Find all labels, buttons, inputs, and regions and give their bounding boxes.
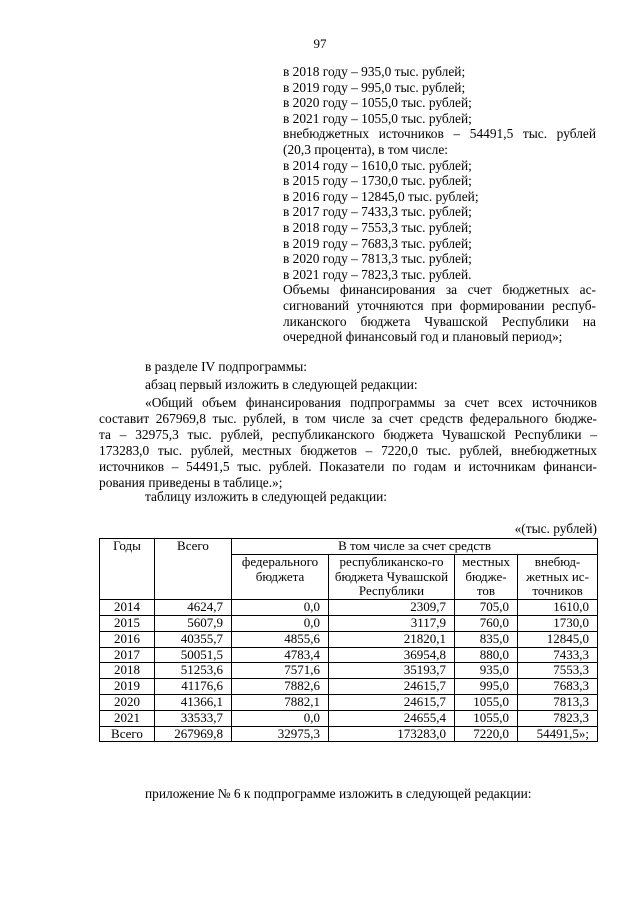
- header-total: Всего: [155, 539, 232, 600]
- quote-line: 173283,0 тыс. рублей, местных бюджетов – 7220,0 тыс. рублей, внебюджетных: [99, 443, 597, 458]
- cell-local: 7220,0: [455, 726, 518, 742]
- cell-federal: 0,0: [232, 600, 329, 616]
- cell-federal: 7882,6: [232, 679, 329, 695]
- table-unit: «(тыс. рублей): [514, 521, 597, 536]
- quote-paragraph: [99, 395, 597, 491]
- cell-republican: 35193,7: [329, 663, 455, 679]
- cell-extrabudget: 7433,3: [518, 647, 598, 663]
- list-line: в 2019 году – 7683,3 тыс. рублей;: [283, 235, 472, 251]
- cell-republican: 2309,7: [329, 600, 455, 616]
- cell-federal: 4855,6: [232, 631, 329, 647]
- cell-federal: 7571,6: [232, 663, 329, 679]
- cell-extrabudget: 1610,0: [518, 600, 598, 616]
- table-row: [100, 710, 598, 726]
- cell-extrabudget: 54491,5»;: [518, 726, 598, 742]
- list-line: в 2020 году – 7813,3 тыс. рублей;: [283, 251, 472, 267]
- cell-total: 51253,6: [155, 663, 232, 679]
- list-line: в 2019 году – 995,0 тыс. рублей;: [283, 79, 466, 95]
- table-intro: таблицу изложить в следующей редакции:: [145, 489, 388, 504]
- header-local: местных бюдже-тов: [455, 554, 518, 599]
- list-line: в 2021 году – 1055,0 тыс. рублей;: [283, 110, 472, 126]
- cell-extrabudget: 7823,3: [518, 710, 598, 726]
- cell-year: 2016: [100, 631, 155, 647]
- list-line: очередной финансовый год и плановый период»;: [283, 329, 563, 345]
- cell-extrabudget: 7683,3: [518, 679, 598, 695]
- cell-federal: 4783,4: [232, 647, 329, 663]
- financing-table: [99, 538, 598, 742]
- list-line: в 2018 году – 7553,3 тыс. рублей;: [283, 219, 472, 235]
- table-row: [100, 694, 598, 710]
- list-line: в 2014 году – 1610,0 тыс. рублей;: [283, 157, 472, 173]
- cell-republican: 36954,8: [329, 647, 455, 663]
- cell-federal: 7882,1: [232, 694, 329, 710]
- quote-line: та – 32975,3 тыс. рублей, республиканского бюджета Чувашской Республики –: [99, 427, 597, 442]
- cell-local: 935,0: [455, 663, 518, 679]
- header-republican: республиканско-го бюджета Чувашской Республики: [329, 554, 455, 599]
- quote-line: рования приведены в таблице.»;: [99, 475, 283, 490]
- list-line: сигнований уточняются при формировании респуб-: [283, 297, 596, 313]
- cell-republican: 24615,7: [329, 679, 455, 695]
- page-number: 97: [313, 36, 327, 51]
- cell-total: 267969,8: [155, 726, 232, 742]
- quote-line: «Общий объем финансирования подпрограммы за счет всех источников: [145, 395, 597, 410]
- list-line: в 2020 году – 1055,0 тыс. рублей;: [283, 95, 472, 111]
- cell-total: 33533,7: [155, 710, 232, 726]
- cell-year: 2019: [100, 679, 155, 695]
- cell-local: 835,0: [455, 631, 518, 647]
- quote-line: источников – 54491,5 тыс. рублей. Показатели по годам и источникам финанси-: [99, 459, 597, 474]
- cell-local: 880,0: [455, 647, 518, 663]
- section-line: в разделе IV подпрограммы:: [145, 359, 307, 374]
- list-line: в 2021 году – 7823,3 тыс. рублей.: [283, 266, 472, 282]
- cell-republican: 24655,4: [329, 710, 455, 726]
- cell-year: 2017: [100, 647, 155, 663]
- cell-local: 760,0: [455, 615, 518, 631]
- cell-local: 1055,0: [455, 694, 518, 710]
- cell-republican: 21820,1: [329, 631, 455, 647]
- cell-year: 2021: [100, 710, 155, 726]
- paragraph-line: абзац первый изложить в следующей редакции:: [145, 377, 418, 392]
- cell-local: 705,0: [455, 600, 518, 616]
- table-row: [100, 663, 598, 679]
- list-line: в 2018 году – 935,0 тыс. рублей;: [283, 64, 466, 79]
- cell-republican: 24615,7: [329, 694, 455, 710]
- funding-list: [283, 64, 596, 345]
- header-federal: федерального бюджета: [232, 554, 329, 599]
- list-line: ликанского бюджета Чувашской Республики на: [283, 313, 596, 329]
- table-row: [100, 647, 598, 663]
- table-row: [100, 631, 598, 647]
- cell-extrabudget: 12845,0: [518, 631, 598, 647]
- cell-extrabudget: 7553,3: [518, 663, 598, 679]
- cell-total: 5607,9: [155, 615, 232, 631]
- cell-total: 41176,6: [155, 679, 232, 695]
- cell-extrabudget: 7813,3: [518, 694, 598, 710]
- cell-republican: 173283,0: [329, 726, 455, 742]
- list-line: внебюджетных источников – 54491,5 тыс. рублей: [283, 126, 596, 142]
- cell-total: 4624,7: [155, 600, 232, 616]
- cell-year: Всего: [100, 726, 155, 742]
- cell-year: 2014: [100, 600, 155, 616]
- table-row: [100, 615, 598, 631]
- table-row: [100, 679, 598, 695]
- header-years: Годы: [100, 539, 155, 600]
- cell-year: 2018: [100, 663, 155, 679]
- appendix-line: приложение № 6 к подпрограмме изложить в следующей редакции:: [145, 786, 532, 801]
- cell-local: 1055,0: [455, 710, 518, 726]
- cell-total: 40355,7: [155, 631, 232, 647]
- cell-local: 995,0: [455, 679, 518, 695]
- cell-total: 41366,1: [155, 694, 232, 710]
- list-line: Объемы финансирования за счет бюджетных ас-: [283, 282, 596, 298]
- table-row: [100, 600, 598, 616]
- cell-federal: 32975,3: [232, 726, 329, 742]
- cell-republican: 3117,9: [329, 615, 455, 631]
- list-line: (20,3 процента), в том числе:: [283, 141, 448, 157]
- header-including: В том числе за счет средств: [232, 539, 598, 555]
- quote-line: составит 267969,8 тыс. рублей, в том числе за счет средств федерального бюдже-: [99, 411, 597, 426]
- cell-year: 2020: [100, 694, 155, 710]
- cell-total: 50051,5: [155, 647, 232, 663]
- cell-extrabudget: 1730,0: [518, 615, 598, 631]
- list-line: в 2016 году – 12845,0 тыс. рублей;: [283, 188, 479, 204]
- cell-federal: 0,0: [232, 710, 329, 726]
- table-row-total: [100, 726, 598, 742]
- cell-federal: 0,0: [232, 615, 329, 631]
- list-line: в 2017 году – 7433,3 тыс. рублей;: [283, 204, 472, 220]
- list-line: в 2015 году – 1730,0 тыс. рублей;: [283, 173, 472, 189]
- header-extrabudget: внебюд-жетных ис-точников: [518, 554, 598, 599]
- cell-year: 2015: [100, 615, 155, 631]
